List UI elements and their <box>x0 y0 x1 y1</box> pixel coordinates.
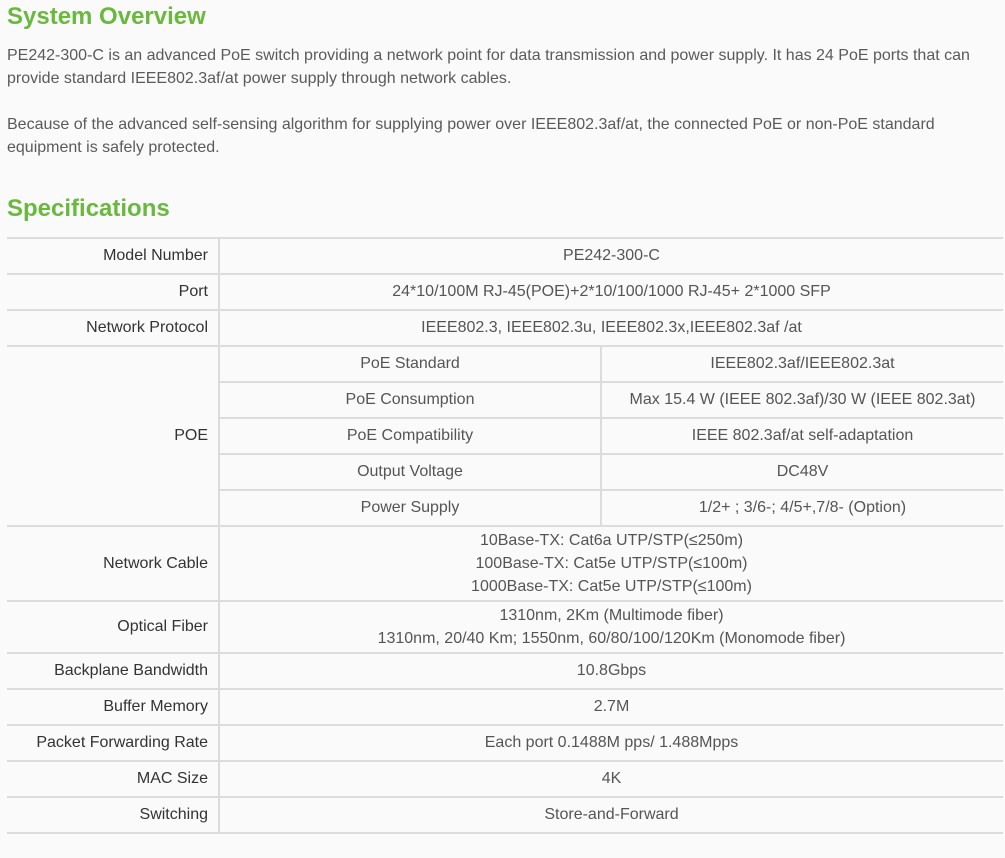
table-row <box>7 725 1003 761</box>
specifications-heading: Specifications <box>7 195 170 222</box>
spec-value <box>219 601 1003 653</box>
spec-value: Each port 0.1488M pps/ 1.488Mpps <box>219 725 1003 761</box>
poe-sub-label: PoE Consumption <box>219 382 601 418</box>
spec-label: Port <box>7 274 219 310</box>
cable-line: 1000Base-TX: Cat5e UTP/STP(≤100m) <box>471 578 752 595</box>
overview-paragraph: Because of the advanced self-sensing algorithm for supplying power over IEEE802.3af/at, the connected PoE or non-PoE standard equipment is safely protected. <box>7 116 935 156</box>
poe-sub-label: PoE Compatibility <box>219 418 601 454</box>
spec-label: Buffer Memory <box>7 689 219 725</box>
spec-label: MAC Size <box>7 761 219 797</box>
poe-sub-value: IEEE802.3af/IEEE802.3at <box>601 346 1003 382</box>
poe-sub-value: IEEE 802.3af/at self-adaptation <box>601 418 1003 454</box>
specifications-table <box>7 237 1003 834</box>
fiber-line: 1310nm, 20/40 Km; 1550nm, 60/80/100/120Km (Monomode fiber) <box>377 630 846 647</box>
table-row <box>7 526 1003 601</box>
spec-value: PE242-300-C <box>219 238 1003 274</box>
spec-value <box>219 526 1003 601</box>
poe-sub-value: DC48V <box>601 454 1003 490</box>
spec-value: 4K <box>219 761 1003 797</box>
table-row <box>7 797 1003 833</box>
spec-label: Backplane Bandwidth <box>7 653 219 689</box>
cable-line: 100Base-TX: Cat5e UTP/STP(≤100m) <box>475 555 748 572</box>
spec-label: Network Protocol <box>7 310 219 346</box>
table-row <box>7 310 1003 346</box>
poe-sub-value: 1/2+ ; 3/6-; 4/5+,7/8- (Option) <box>601 490 1003 526</box>
spec-value: IEEE802.3, IEEE802.3u, IEEE802.3x,IEEE802.3af /at <box>219 310 1003 346</box>
spec-label: POE <box>7 346 219 526</box>
spec-value: Store-and-Forward <box>219 797 1003 833</box>
cable-line: 10Base-TX: Cat6a UTP/STP(≤250m) <box>479 532 744 549</box>
spec-label: Model Number <box>7 238 219 274</box>
overview-paragraph: PE242-300-C is an advanced PoE switch providing a network point for data transmission and power supply. It has 24 PoE ports that can provide standard IEEE802.3af/at power supply through network cables. <box>7 47 970 87</box>
spec-label: Packet Forwarding Rate <box>7 725 219 761</box>
spec-label: Network Cable <box>7 526 219 601</box>
spec-value: 24*10/100M RJ-45(POE)+2*10/100/1000 RJ-45+ 2*1000 SFP <box>219 274 1003 310</box>
system-overview-heading: System Overview <box>7 3 206 30</box>
poe-sub-label: Output Voltage <box>219 454 601 490</box>
table-row <box>7 238 1003 274</box>
table-row <box>7 274 1003 310</box>
spec-value: 10.8Gbps <box>219 653 1003 689</box>
fiber-line: 1310nm, 2Km (Multimode fiber) <box>499 607 724 624</box>
table-row <box>7 601 1003 653</box>
table-row <box>7 346 1003 382</box>
poe-sub-label: PoE Standard <box>219 346 601 382</box>
poe-sub-value: Max 15.4 W (IEEE 802.3af)/30 W (IEEE 802.3at) <box>601 382 1003 418</box>
poe-sub-label: Power Supply <box>219 490 601 526</box>
table-row <box>7 689 1003 725</box>
spec-label: Optical Fiber <box>7 601 219 653</box>
spec-label: Switching <box>7 797 219 833</box>
table-row <box>7 761 1003 797</box>
table-row <box>7 653 1003 689</box>
spec-value: 2.7M <box>219 689 1003 725</box>
